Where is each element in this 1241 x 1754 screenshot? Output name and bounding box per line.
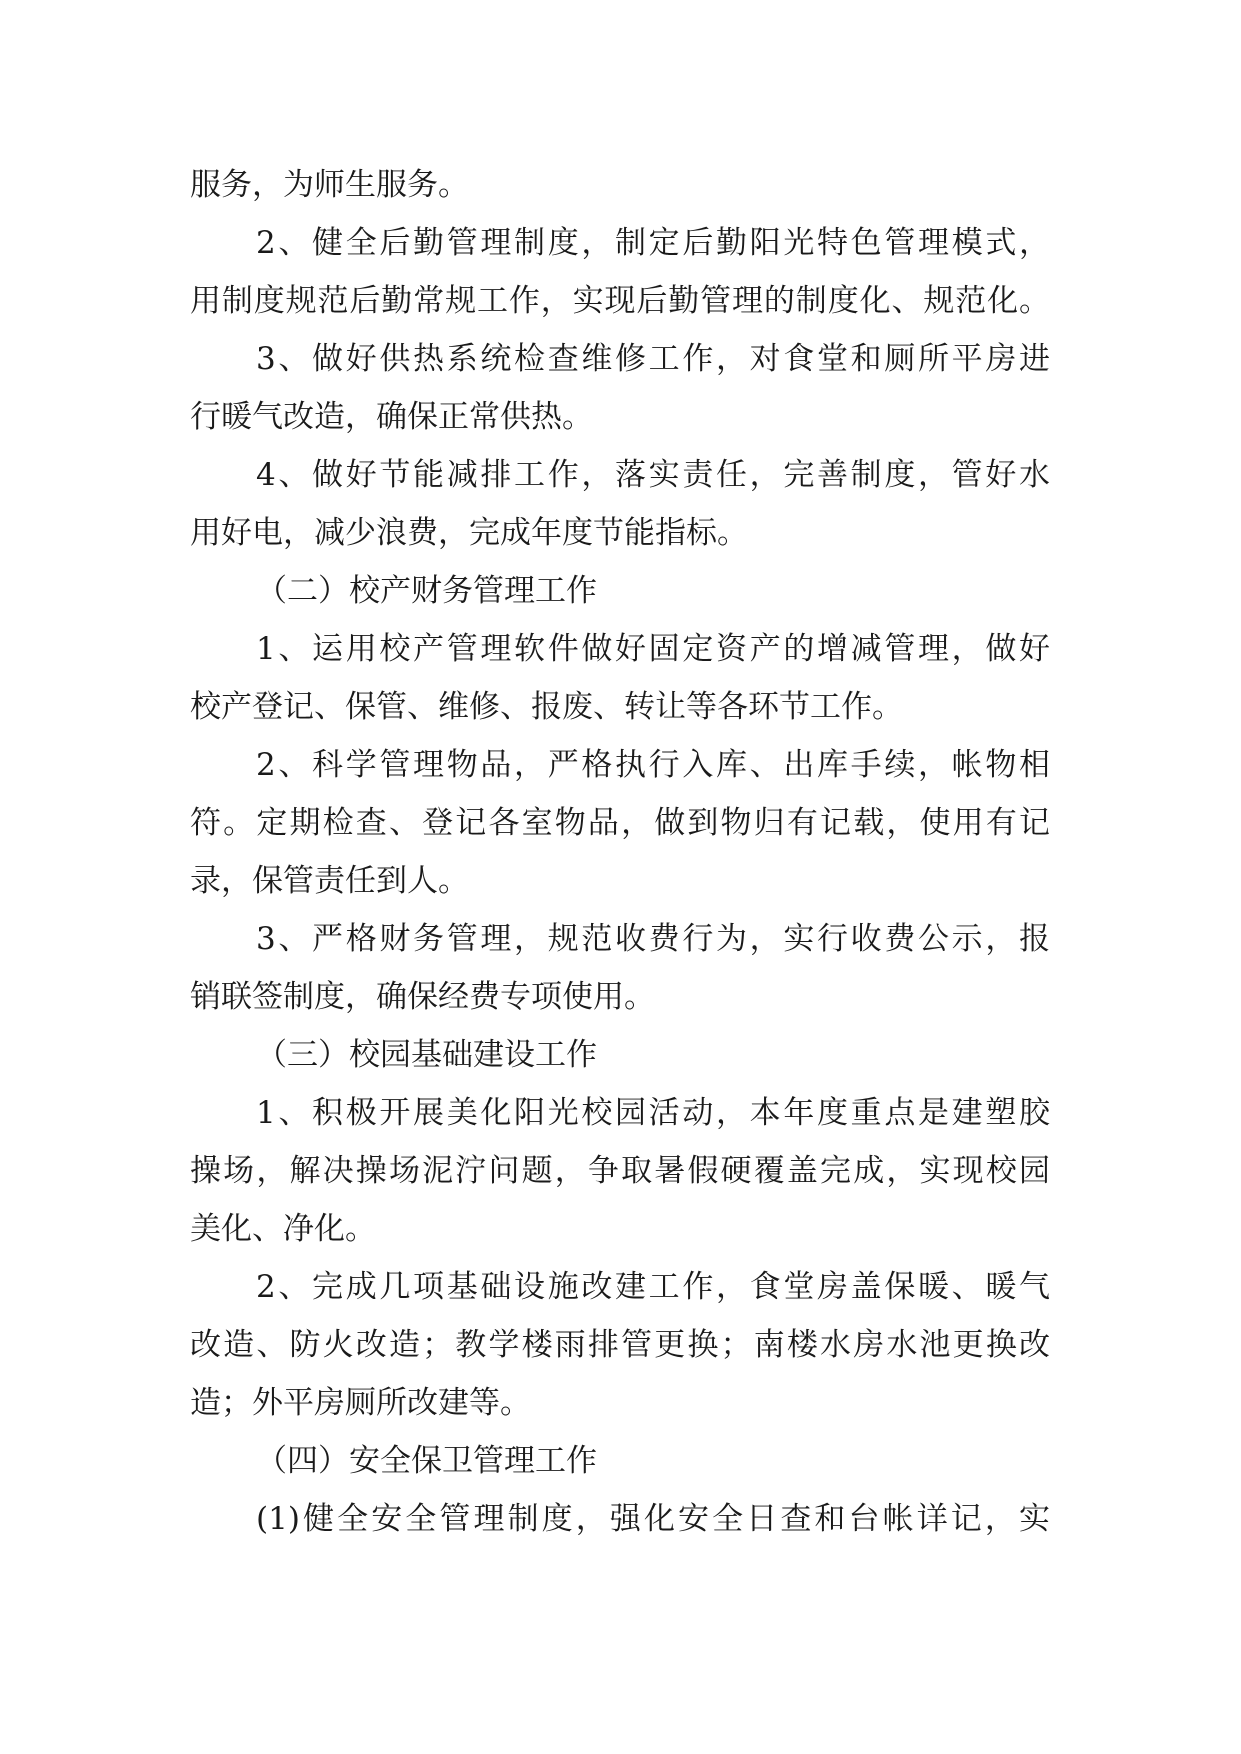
- section-heading: （三）校园基础建设工作: [256, 1037, 597, 1073]
- text-line: 3、做好供热系统检查维修工作，对食堂和厕所平房进: [256, 341, 1050, 377]
- text-line: 改造、防火改造；教学楼雨排管更换；南楼水房水池更换改: [190, 1327, 1050, 1363]
- text-line: 4、做好节能减排工作，落实责任，完善制度，管好水: [256, 457, 1050, 493]
- text-line: 2、完成几项基础设施改建工作，食堂房盖保暖、暖气: [256, 1269, 1050, 1305]
- text-line: 符。定期检查、登记各室物品，做到物归有记载，使用有记: [190, 805, 1050, 841]
- text-line: 1、运用校产管理软件做好固定资产的增减管理，做好: [256, 631, 1050, 667]
- text-line: 美化、净化。: [190, 1211, 376, 1247]
- text-line: 用好电，减少浪费，完成年度节能指标。: [190, 515, 748, 551]
- text-line: 服务，为师生服务。: [190, 167, 469, 203]
- text-line: 1、积极开展美化阳光校园活动，本年度重点是建塑胶: [256, 1095, 1050, 1131]
- text-line: 销联签制度，确保经费专项使用。: [190, 979, 655, 1015]
- text-line: 录，保管责任到人。: [190, 863, 469, 899]
- section-heading: （二）校产财务管理工作: [256, 573, 597, 609]
- text-line: 3、严格财务管理，规范收费行为，实行收费公示，报: [256, 921, 1050, 957]
- text-line: (1)健全安全管理制度，强化安全日查和台帐详记，实: [256, 1501, 1050, 1537]
- text-line: 操场，解决操场泥泞问题，争取暑假硬覆盖完成，实现校园: [190, 1153, 1050, 1189]
- text-line: 2、科学管理物品，严格执行入库、出库手续，帐物相: [256, 747, 1050, 783]
- text-line: 校产登记、保管、维修、报废、转让等各环节工作。: [190, 689, 903, 725]
- text-line: 用制度规范后勤常规工作，实现后勤管理的制度化、规范化。: [190, 283, 1050, 319]
- section-heading: （四）安全保卫管理工作: [256, 1443, 597, 1479]
- text-line: 造；外平房厕所改建等。: [190, 1385, 531, 1421]
- text-line: 行暖气改造，确保正常供热。: [190, 399, 593, 435]
- text-line: 2、健全后勤管理制度，制定后勤阳光特色管理模式，: [256, 225, 1050, 261]
